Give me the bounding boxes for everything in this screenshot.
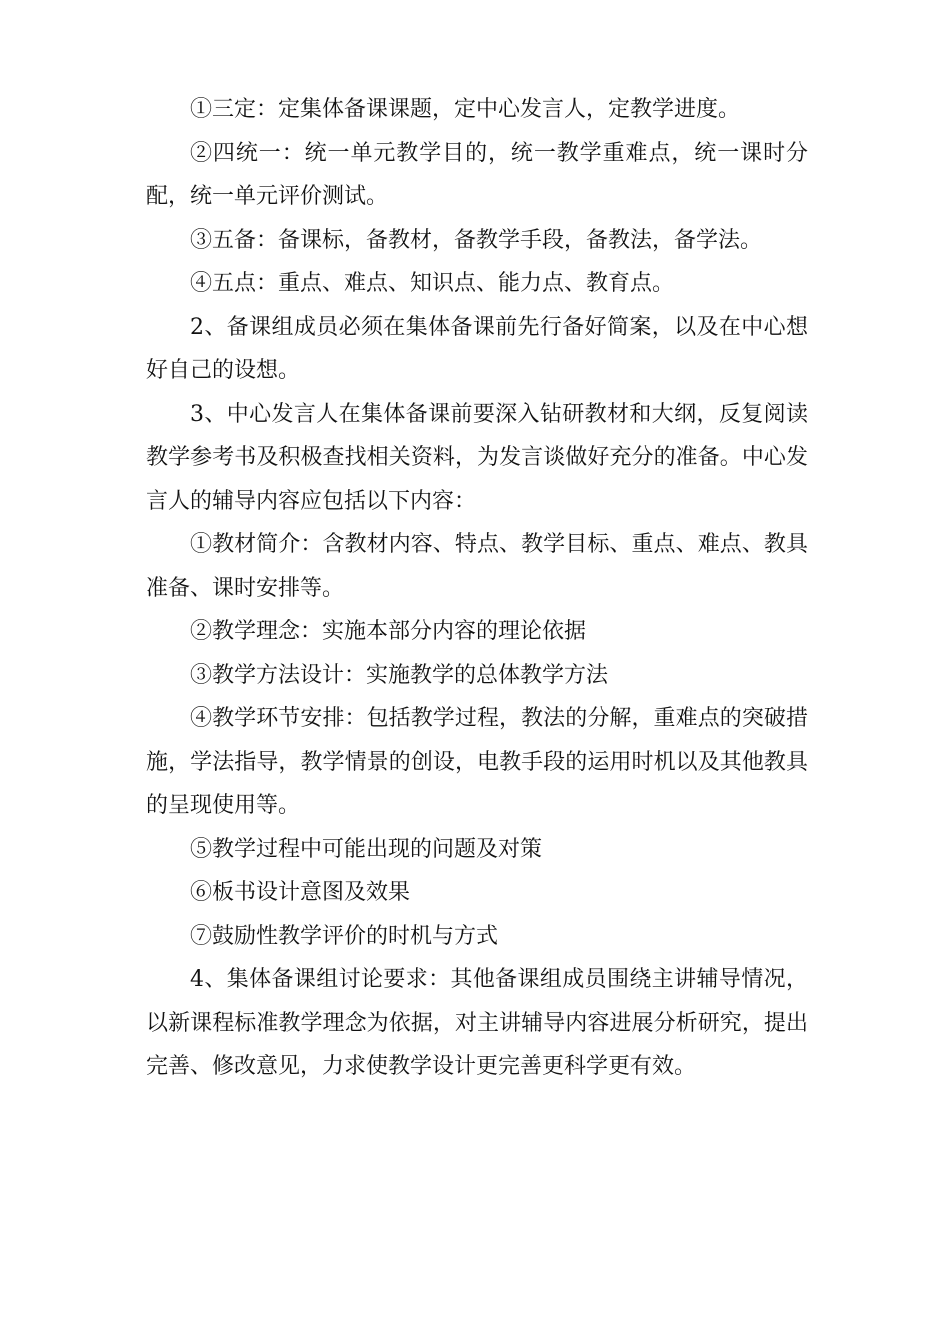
paragraph-evaluation: ⑦鼓励性教学评价的时机与方式	[190, 923, 499, 949]
paragraph-wubei: ③五备：备课标，备教材，备教学手段，备教法，备学法。	[190, 227, 763, 253]
paragraph-sanding: ①三定：定集体备课课题，定中心发言人，定教学进度。	[190, 97, 741, 122]
paragraph-problems: ⑤教学过程中可能出现的问题及对策	[190, 836, 543, 862]
paragraph-teaching-concept: ②教学理念：实施本部分内容的理论依据	[190, 619, 587, 644]
document-body	[146, 88, 808, 1089]
paragraph-sitongyi: ②四统一：统一单元教学目的，统一教学重难点，统一课时分配，统一单元评价测试。	[146, 140, 808, 209]
paragraph-blackboard: ⑥板书设计意图及效果	[190, 880, 411, 905]
paragraph-item-3: 3、中心发言人在集体备课前要深入钻研教材和大纲，反复阅读教学参考书及积极查找相关资料，为发言谈做好充分的准备。中心发言人的辅导内容应包括以下内容：	[146, 401, 808, 514]
paragraph-item-4: 4、集体备课组讨论要求：其他备课组成员围绕主讲辅导情况，以新课程标准教学理念为依据，对主讲辅导内容进展分析研究，提出完善、修改意见，力求使教学设计更完善更科学更有效。	[146, 967, 808, 1079]
paragraph-textbook-intro: ①教材简介：含教材内容、特点、教学目标、重点、难点、教具准备、课时安排等。	[146, 532, 808, 601]
paragraph-wudian: ④五点：重点、难点、知识点、能力点、教育点。	[190, 271, 675, 296]
paragraph-teaching-steps: ④教学环节安排：包括教学过程，教法的分解，重难点的突破措施，学法指导，教学情景的创设，电教手段的运用时机以及其他教具的呈现使用等。	[146, 706, 808, 818]
paragraph-item-2: 2、备课组成员必须在集体备课前先行备好简案，以及在中心想好自己的设想。	[146, 314, 808, 383]
paragraph-teaching-method: ③教学方法设计：实施教学的总体教学方法	[190, 662, 609, 688]
